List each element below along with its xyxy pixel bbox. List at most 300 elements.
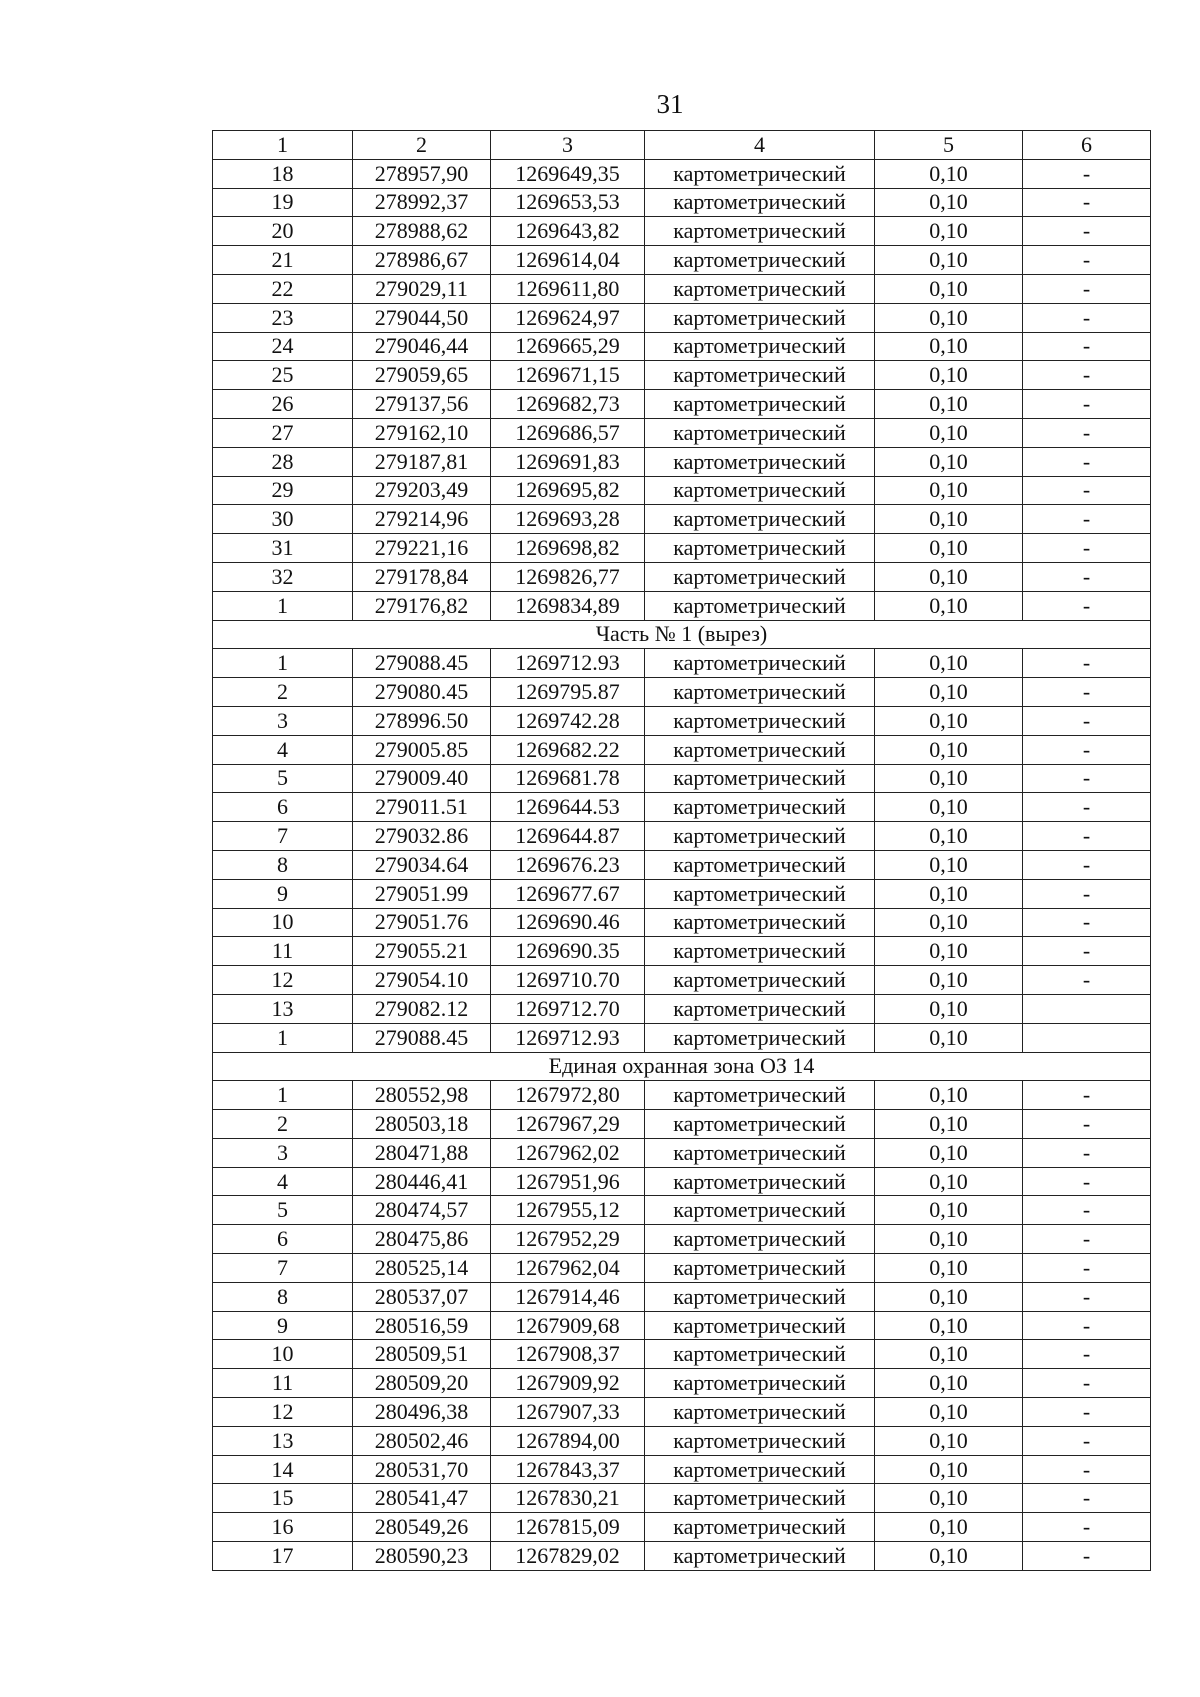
- table-row: [213, 562, 1151, 591]
- accuracy-cell: 0,10: [875, 332, 1023, 361]
- table-header-row: [213, 131, 1151, 160]
- y-coordinate-cell: 1269686,57: [491, 418, 645, 447]
- point-number-cell: 25: [213, 361, 353, 390]
- x-coordinate-cell: 280475,86: [353, 1225, 491, 1254]
- point-number-cell: 12: [213, 966, 353, 995]
- point-number-cell: 12: [213, 1398, 353, 1427]
- x-coordinate-cell: 280502,46: [353, 1426, 491, 1455]
- accuracy-cell: 0,10: [875, 1254, 1023, 1283]
- note-cell: -: [1023, 217, 1151, 246]
- y-coordinate-cell: 1269710.70: [491, 966, 645, 995]
- note-cell: -: [1023, 505, 1151, 534]
- y-coordinate-cell: 1267815,09: [491, 1513, 645, 1542]
- note-cell: -: [1023, 418, 1151, 447]
- x-coordinate-cell: 279005.85: [353, 735, 491, 764]
- coordinates-table: [212, 130, 1151, 1571]
- x-coordinate-cell: 280496,38: [353, 1398, 491, 1427]
- header-cell: 3: [491, 131, 645, 160]
- note-cell: -: [1023, 1542, 1151, 1571]
- method-cell: картометрический: [645, 1398, 875, 1427]
- method-cell: картометрический: [645, 188, 875, 217]
- method-cell: картометрический: [645, 1196, 875, 1225]
- point-number-cell: 8: [213, 1282, 353, 1311]
- note-cell: -: [1023, 534, 1151, 563]
- x-coordinate-cell: 279088.45: [353, 649, 491, 678]
- method-cell: картометрический: [645, 1340, 875, 1369]
- x-coordinate-cell: 280503,18: [353, 1110, 491, 1139]
- method-cell: картометрический: [645, 246, 875, 275]
- note-cell: -: [1023, 850, 1151, 879]
- accuracy-cell: 0,10: [875, 246, 1023, 275]
- note-cell: -: [1023, 1138, 1151, 1167]
- accuracy-cell: 0,10: [875, 1138, 1023, 1167]
- table-row: [213, 1282, 1151, 1311]
- note-cell: -: [1023, 1426, 1151, 1455]
- point-number-cell: 9: [213, 1311, 353, 1340]
- y-coordinate-cell: 1269624,97: [491, 303, 645, 332]
- table-row: [213, 1196, 1151, 1225]
- table-row: [213, 937, 1151, 966]
- method-cell: картометрический: [645, 1369, 875, 1398]
- note-cell: -: [1023, 706, 1151, 735]
- table-row: [213, 908, 1151, 937]
- table-row: [213, 1167, 1151, 1196]
- y-coordinate-cell: 1267951,96: [491, 1167, 645, 1196]
- table-row: [213, 1340, 1151, 1369]
- table-row: [213, 1081, 1151, 1110]
- note-cell: -: [1023, 1196, 1151, 1225]
- x-coordinate-cell: 279137,56: [353, 390, 491, 419]
- y-coordinate-cell: 1269611,80: [491, 274, 645, 303]
- table-row: [213, 1542, 1151, 1571]
- method-cell: картометрический: [645, 447, 875, 476]
- x-coordinate-cell: 279051.76: [353, 908, 491, 937]
- note-cell: -: [1023, 764, 1151, 793]
- x-coordinate-cell: 278988,62: [353, 217, 491, 246]
- accuracy-cell: 0,10: [875, 1484, 1023, 1513]
- method-cell: картометрический: [645, 534, 875, 563]
- table-row: [213, 1369, 1151, 1398]
- method-cell: картометрический: [645, 332, 875, 361]
- point-number-cell: 1: [213, 649, 353, 678]
- note-cell: -: [1023, 1484, 1151, 1513]
- method-cell: картометрический: [645, 159, 875, 188]
- accuracy-cell: 0,10: [875, 159, 1023, 188]
- method-cell: картометрический: [645, 735, 875, 764]
- y-coordinate-cell: 1267909,92: [491, 1369, 645, 1398]
- table-row: [213, 678, 1151, 707]
- note-cell: -: [1023, 1311, 1151, 1340]
- note-cell: -: [1023, 447, 1151, 476]
- x-coordinate-cell: 279054.10: [353, 966, 491, 995]
- x-coordinate-cell: 278957,90: [353, 159, 491, 188]
- table-row: [213, 1455, 1151, 1484]
- x-coordinate-cell: 279080.45: [353, 678, 491, 707]
- note-cell: -: [1023, 476, 1151, 505]
- table-row: [213, 1426, 1151, 1455]
- y-coordinate-cell: 1269834,89: [491, 591, 645, 620]
- method-cell: картометрический: [645, 591, 875, 620]
- note-cell: -: [1023, 1369, 1151, 1398]
- point-number-cell: 9: [213, 879, 353, 908]
- accuracy-cell: 0,10: [875, 217, 1023, 246]
- y-coordinate-cell: 1269682,73: [491, 390, 645, 419]
- note-cell: -: [1023, 1282, 1151, 1311]
- note-cell: -: [1023, 1081, 1151, 1110]
- point-number-cell: 11: [213, 1369, 353, 1398]
- accuracy-cell: 0,10: [875, 390, 1023, 419]
- method-cell: картометрический: [645, 217, 875, 246]
- header-cell: 2: [353, 131, 491, 160]
- x-coordinate-cell: 280541,47: [353, 1484, 491, 1513]
- accuracy-cell: 0,10: [875, 1282, 1023, 1311]
- x-coordinate-cell: 280549,26: [353, 1513, 491, 1542]
- accuracy-cell: 0,10: [875, 1398, 1023, 1427]
- header-cell: 6: [1023, 131, 1151, 160]
- method-cell: картометрический: [645, 764, 875, 793]
- y-coordinate-cell: 1269653,53: [491, 188, 645, 217]
- accuracy-cell: 0,10: [875, 447, 1023, 476]
- point-number-cell: 3: [213, 706, 353, 735]
- header-cell: 5: [875, 131, 1023, 160]
- x-coordinate-cell: 279214,96: [353, 505, 491, 534]
- point-number-cell: 17: [213, 1542, 353, 1571]
- section-header-row: [213, 620, 1151, 649]
- table-row: [213, 764, 1151, 793]
- y-coordinate-cell: 1267907,33: [491, 1398, 645, 1427]
- accuracy-cell: 0,10: [875, 649, 1023, 678]
- table-row: [213, 1138, 1151, 1167]
- point-number-cell: 14: [213, 1455, 353, 1484]
- method-cell: картометрический: [645, 1023, 875, 1052]
- accuracy-cell: 0,10: [875, 476, 1023, 505]
- method-cell: картометрический: [645, 1282, 875, 1311]
- table-row: [213, 822, 1151, 851]
- x-coordinate-cell: 280516,59: [353, 1311, 491, 1340]
- page-number: 31: [656, 89, 684, 119]
- method-cell: картометрический: [645, 274, 875, 303]
- section-header-row: [213, 1052, 1151, 1081]
- table-row: [213, 274, 1151, 303]
- accuracy-cell: 0,10: [875, 188, 1023, 217]
- x-coordinate-cell: 279176,82: [353, 591, 491, 620]
- x-coordinate-cell: 279178,84: [353, 562, 491, 591]
- y-coordinate-cell: 1269644.87: [491, 822, 645, 851]
- point-number-cell: 11: [213, 937, 353, 966]
- point-number-cell: 1: [213, 1081, 353, 1110]
- method-cell: картометрический: [645, 706, 875, 735]
- accuracy-cell: 0,10: [875, 966, 1023, 995]
- note-cell: -: [1023, 1513, 1151, 1542]
- table-row: [213, 735, 1151, 764]
- y-coordinate-cell: 1269693,28: [491, 505, 645, 534]
- y-coordinate-cell: 1269698,82: [491, 534, 645, 563]
- y-coordinate-cell: 1269695,82: [491, 476, 645, 505]
- accuracy-cell: 0,10: [875, 1081, 1023, 1110]
- accuracy-cell: 0,10: [875, 505, 1023, 534]
- point-number-cell: 7: [213, 1254, 353, 1283]
- point-number-cell: 13: [213, 994, 353, 1023]
- table-row: [213, 505, 1151, 534]
- point-number-cell: 19: [213, 188, 353, 217]
- y-coordinate-cell: 1269677.67: [491, 879, 645, 908]
- accuracy-cell: 0,10: [875, 1369, 1023, 1398]
- note-cell: -: [1023, 908, 1151, 937]
- point-number-cell: 22: [213, 274, 353, 303]
- method-cell: картометрический: [645, 1455, 875, 1484]
- y-coordinate-cell: 1269614,04: [491, 246, 645, 275]
- accuracy-cell: 0,10: [875, 678, 1023, 707]
- table-row: [213, 1398, 1151, 1427]
- section-title: Единая охранная зона ОЗ 14: [213, 1052, 1151, 1081]
- x-coordinate-cell: 278986,67: [353, 246, 491, 275]
- method-cell: картометрический: [645, 822, 875, 851]
- table-row: [213, 246, 1151, 275]
- table-row: [213, 649, 1151, 678]
- x-coordinate-cell: 279032.86: [353, 822, 491, 851]
- point-number-cell: 1: [213, 1023, 353, 1052]
- point-number-cell: 10: [213, 1340, 353, 1369]
- accuracy-cell: 0,10: [875, 562, 1023, 591]
- note-cell: -: [1023, 390, 1151, 419]
- note-cell: -: [1023, 937, 1151, 966]
- accuracy-cell: 0,10: [875, 1167, 1023, 1196]
- note-cell: -: [1023, 1455, 1151, 1484]
- method-cell: картометрический: [645, 505, 875, 534]
- accuracy-cell: 0,10: [875, 1023, 1023, 1052]
- table-row: [213, 1513, 1151, 1542]
- y-coordinate-cell: 1267830,21: [491, 1484, 645, 1513]
- table-row: [213, 1254, 1151, 1283]
- method-cell: картометрический: [645, 937, 875, 966]
- table-row: [213, 591, 1151, 620]
- method-cell: картометрический: [645, 1254, 875, 1283]
- y-coordinate-cell: 1267955,12: [491, 1196, 645, 1225]
- point-number-cell: 18: [213, 159, 353, 188]
- accuracy-cell: 0,10: [875, 1311, 1023, 1340]
- method-cell: картометрический: [645, 1542, 875, 1571]
- point-number-cell: 27: [213, 418, 353, 447]
- table-row: [213, 1225, 1151, 1254]
- point-number-cell: 13: [213, 1426, 353, 1455]
- x-coordinate-cell: 280446,41: [353, 1167, 491, 1196]
- accuracy-cell: 0,10: [875, 793, 1023, 822]
- x-coordinate-cell: 280509,20: [353, 1369, 491, 1398]
- y-coordinate-cell: 1269649,35: [491, 159, 645, 188]
- point-number-cell: 2: [213, 1110, 353, 1139]
- point-number-cell: 6: [213, 793, 353, 822]
- x-coordinate-cell: 279059,65: [353, 361, 491, 390]
- note-cell: -: [1023, 1398, 1151, 1427]
- accuracy-cell: 0,10: [875, 1455, 1023, 1484]
- note-cell: -: [1023, 1340, 1151, 1369]
- x-coordinate-cell: 279055.21: [353, 937, 491, 966]
- note-cell: -: [1023, 246, 1151, 275]
- point-number-cell: 2: [213, 678, 353, 707]
- table-row: [213, 1484, 1151, 1513]
- method-cell: картометрический: [645, 1513, 875, 1542]
- point-number-cell: 5: [213, 764, 353, 793]
- table-row: [213, 850, 1151, 879]
- table-row: [213, 332, 1151, 361]
- point-number-cell: 7: [213, 822, 353, 851]
- x-coordinate-cell: 280552,98: [353, 1081, 491, 1110]
- method-cell: картометрический: [645, 649, 875, 678]
- y-coordinate-cell: 1269682.22: [491, 735, 645, 764]
- method-cell: картометрический: [645, 476, 875, 505]
- point-number-cell: 16: [213, 1513, 353, 1542]
- table-row: [213, 476, 1151, 505]
- x-coordinate-cell: 280525,14: [353, 1254, 491, 1283]
- note-cell: -: [1023, 274, 1151, 303]
- accuracy-cell: 0,10: [875, 1196, 1023, 1225]
- method-cell: картометрический: [645, 793, 875, 822]
- table-row: [213, 1110, 1151, 1139]
- method-cell: картометрический: [645, 361, 875, 390]
- table-row: [213, 361, 1151, 390]
- point-number-cell: 32: [213, 562, 353, 591]
- note-cell: -: [1023, 678, 1151, 707]
- y-coordinate-cell: 1267908,37: [491, 1340, 645, 1369]
- x-coordinate-cell: 279051.99: [353, 879, 491, 908]
- header-cell: 4: [645, 131, 875, 160]
- note-cell: -: [1023, 361, 1151, 390]
- x-coordinate-cell: 279221,16: [353, 534, 491, 563]
- table-row: [213, 994, 1151, 1023]
- x-coordinate-cell: 280474,57: [353, 1196, 491, 1225]
- y-coordinate-cell: 1269826,77: [491, 562, 645, 591]
- note-cell: -: [1023, 1110, 1151, 1139]
- x-coordinate-cell: 279044,50: [353, 303, 491, 332]
- y-coordinate-cell: 1269712.70: [491, 994, 645, 1023]
- x-coordinate-cell: 279088.45: [353, 1023, 491, 1052]
- point-number-cell: 4: [213, 1167, 353, 1196]
- y-coordinate-cell: 1267894,00: [491, 1426, 645, 1455]
- method-cell: картометрический: [645, 908, 875, 937]
- accuracy-cell: 0,10: [875, 1513, 1023, 1542]
- method-cell: картометрический: [645, 1081, 875, 1110]
- accuracy-cell: 0,10: [875, 418, 1023, 447]
- accuracy-cell: 0,10: [875, 274, 1023, 303]
- point-number-cell: 28: [213, 447, 353, 476]
- table-row: [213, 217, 1151, 246]
- table-row: [213, 706, 1151, 735]
- accuracy-cell: 0,10: [875, 1426, 1023, 1455]
- point-number-cell: 26: [213, 390, 353, 419]
- method-cell: картометрический: [645, 1311, 875, 1340]
- point-number-cell: 29: [213, 476, 353, 505]
- y-coordinate-cell: 1269690.46: [491, 908, 645, 937]
- note-cell: -: [1023, 159, 1151, 188]
- note-cell: -: [1023, 879, 1151, 908]
- note-cell: -: [1023, 649, 1151, 678]
- x-coordinate-cell: 280537,07: [353, 1282, 491, 1311]
- y-coordinate-cell: 1269676.23: [491, 850, 645, 879]
- note-cell: -: [1023, 966, 1151, 995]
- x-coordinate-cell: 279046,44: [353, 332, 491, 361]
- y-coordinate-cell: 1267967,29: [491, 1110, 645, 1139]
- accuracy-cell: 0,10: [875, 908, 1023, 937]
- method-cell: картометрический: [645, 1426, 875, 1455]
- y-coordinate-cell: 1267972,80: [491, 1081, 645, 1110]
- accuracy-cell: 0,10: [875, 764, 1023, 793]
- x-coordinate-cell: 279009.40: [353, 764, 491, 793]
- table-row: [213, 1311, 1151, 1340]
- accuracy-cell: 0,10: [875, 591, 1023, 620]
- x-coordinate-cell: 279203,49: [353, 476, 491, 505]
- x-coordinate-cell: 280509,51: [353, 1340, 491, 1369]
- x-coordinate-cell: 278992,37: [353, 188, 491, 217]
- note-cell: -: [1023, 1167, 1151, 1196]
- accuracy-cell: 0,10: [875, 706, 1023, 735]
- y-coordinate-cell: 1269671,15: [491, 361, 645, 390]
- y-coordinate-cell: 1269690.35: [491, 937, 645, 966]
- accuracy-cell: 0,10: [875, 994, 1023, 1023]
- table-row: [213, 447, 1151, 476]
- table-row: [213, 159, 1151, 188]
- point-number-cell: 10: [213, 908, 353, 937]
- table-row: [213, 793, 1151, 822]
- x-coordinate-cell: 279029,11: [353, 274, 491, 303]
- y-coordinate-cell: 1267914,46: [491, 1282, 645, 1311]
- y-coordinate-cell: 1267952,29: [491, 1225, 645, 1254]
- x-coordinate-cell: 279082.12: [353, 994, 491, 1023]
- point-number-cell: 30: [213, 505, 353, 534]
- method-cell: картометрический: [645, 303, 875, 332]
- point-number-cell: 6: [213, 1225, 353, 1254]
- header-cell: 1: [213, 131, 353, 160]
- point-number-cell: 1: [213, 591, 353, 620]
- point-number-cell: 4: [213, 735, 353, 764]
- y-coordinate-cell: 1269742.28: [491, 706, 645, 735]
- accuracy-cell: 0,10: [875, 879, 1023, 908]
- point-number-cell: 8: [213, 850, 353, 879]
- accuracy-cell: 0,10: [875, 1340, 1023, 1369]
- point-number-cell: 5: [213, 1196, 353, 1225]
- x-coordinate-cell: 280471,88: [353, 1138, 491, 1167]
- accuracy-cell: 0,10: [875, 822, 1023, 851]
- accuracy-cell: 0,10: [875, 1542, 1023, 1571]
- note-cell: -: [1023, 793, 1151, 822]
- table-row: [213, 188, 1151, 217]
- accuracy-cell: 0,10: [875, 735, 1023, 764]
- table-row: [213, 966, 1151, 995]
- table-row: [213, 1023, 1151, 1052]
- method-cell: картометрический: [645, 390, 875, 419]
- method-cell: картометрический: [645, 879, 875, 908]
- point-number-cell: 23: [213, 303, 353, 332]
- coordinates-table-body: [213, 131, 1151, 1571]
- note-cell: [1023, 994, 1151, 1023]
- point-number-cell: 20: [213, 217, 353, 246]
- note-cell: -: [1023, 1254, 1151, 1283]
- method-cell: картометрический: [645, 850, 875, 879]
- point-number-cell: 21: [213, 246, 353, 275]
- table-row: [213, 303, 1151, 332]
- method-cell: картометрический: [645, 994, 875, 1023]
- x-coordinate-cell: 280590,23: [353, 1542, 491, 1571]
- y-coordinate-cell: 1267962,02: [491, 1138, 645, 1167]
- table-row: [213, 390, 1151, 419]
- x-coordinate-cell: 279187,81: [353, 447, 491, 476]
- method-cell: картометрический: [645, 678, 875, 707]
- accuracy-cell: 0,10: [875, 1225, 1023, 1254]
- accuracy-cell: 0,10: [875, 937, 1023, 966]
- y-coordinate-cell: 1267843,37: [491, 1455, 645, 1484]
- note-cell: -: [1023, 591, 1151, 620]
- note-cell: -: [1023, 188, 1151, 217]
- section-title: Часть № 1 (вырез): [213, 620, 1151, 649]
